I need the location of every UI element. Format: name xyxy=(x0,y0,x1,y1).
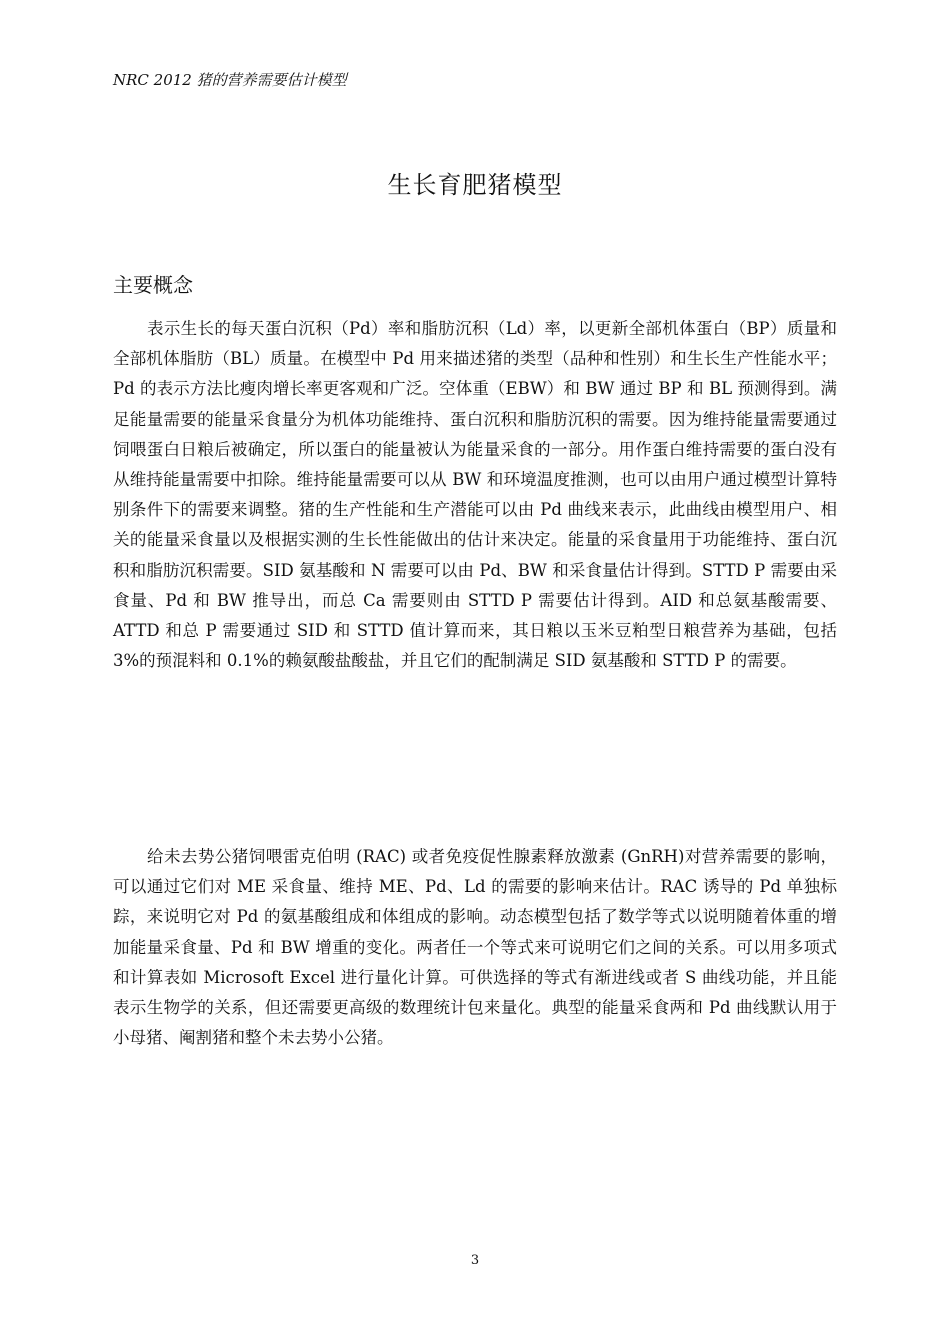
body-paragraph: 给未去势公猪饲喂雷克伯明 (RAC) 或者免疫促性腺素释放激素 (GnRH)对营养需要的影响，可以通过它们对 ME 采食量、维持 ME、Pd、Ld 的需要的影响来估计。RAC 诱导的 Pd 单独标踪，来说明它对 Pd 的氨基酸组成和体组成的影响。动态模型包括了数学等式以说明随着体重的增加能量采食量、Pd 和 BW 增重的变化。两者任一个等式来可说明它们之间的关系。可以用多项式和计算表如 Microsoft Excel 进行量化计算。可供选择的等式有渐进线或者 S 曲线功能，并且能表示生物学的关系，但还需要更高级的数理统计包来量化。典型的能量采食两和 Pd 曲线默认用于小母猪、阉割猪和整个未去势小公猪。 xyxy=(113,847,837,1048)
page-number: 3 xyxy=(470,1253,480,1268)
page-title: 生长育肥猪模型 xyxy=(387,171,563,199)
section-heading: 主要概念 xyxy=(113,273,193,297)
body-paragraph: 表示生长的每天蛋白沉积（Pd）率和脂肪沉积（Ld）率，以更新全部机体蛋白（BP）质量和全部机体脂肪（BL）质量。在模型中 Pd 用来描述猪的类型（品种和性别）和生长生产性能水平；Pd 的表示方法比瘦肉增长率更客观和广泛。空体重（EBW）和 BW 通过 BP 和 BL 预测得到。满足能量需要的能量采食量分为机体功能维持、蛋白沉积和脂肪沉积的需要。因为维持能量需要通过饲喂蛋白日粮后被确定，所以蛋白的能量被认为能量采食的一部分。用作蛋白维持需要的蛋白没有从维持能量需要中扣除。维持能量需要可以从 BW 和环境温度推测，也可以由用户通过模型计算特别条件下的需要来调整。猪的生产性能和生产潜能可以由 Pd 曲线来表示，此曲线由模型用户、相关的能量采食量以及根据实测的生长性能做出的估计来决定。能量的采食量用于功能维持、蛋白沉积和脂肪沉积需要。SID 氨基酸和 N 需要可以由 Pd、BW 和采食量估计得到。STTD P 需要由采食量、Pd 和 BW 推导出，而总 Ca 需要则由 STTD P 需要估计得到。AID 和总氨基酸需要、ATTD 和总 P 需要通过 SID 和 STTD 值计算而来，其日粮以玉米豆粕型日粮营养为基础，包括 3%的预混料和 0.1%的赖氨酸盐酸盐，并且它们的配制满足 SID 氨基酸和 STTD P 的需要。 xyxy=(113,319,837,671)
running-header: NRC 2012 猪的营养需要估计模型 xyxy=(113,71,347,89)
